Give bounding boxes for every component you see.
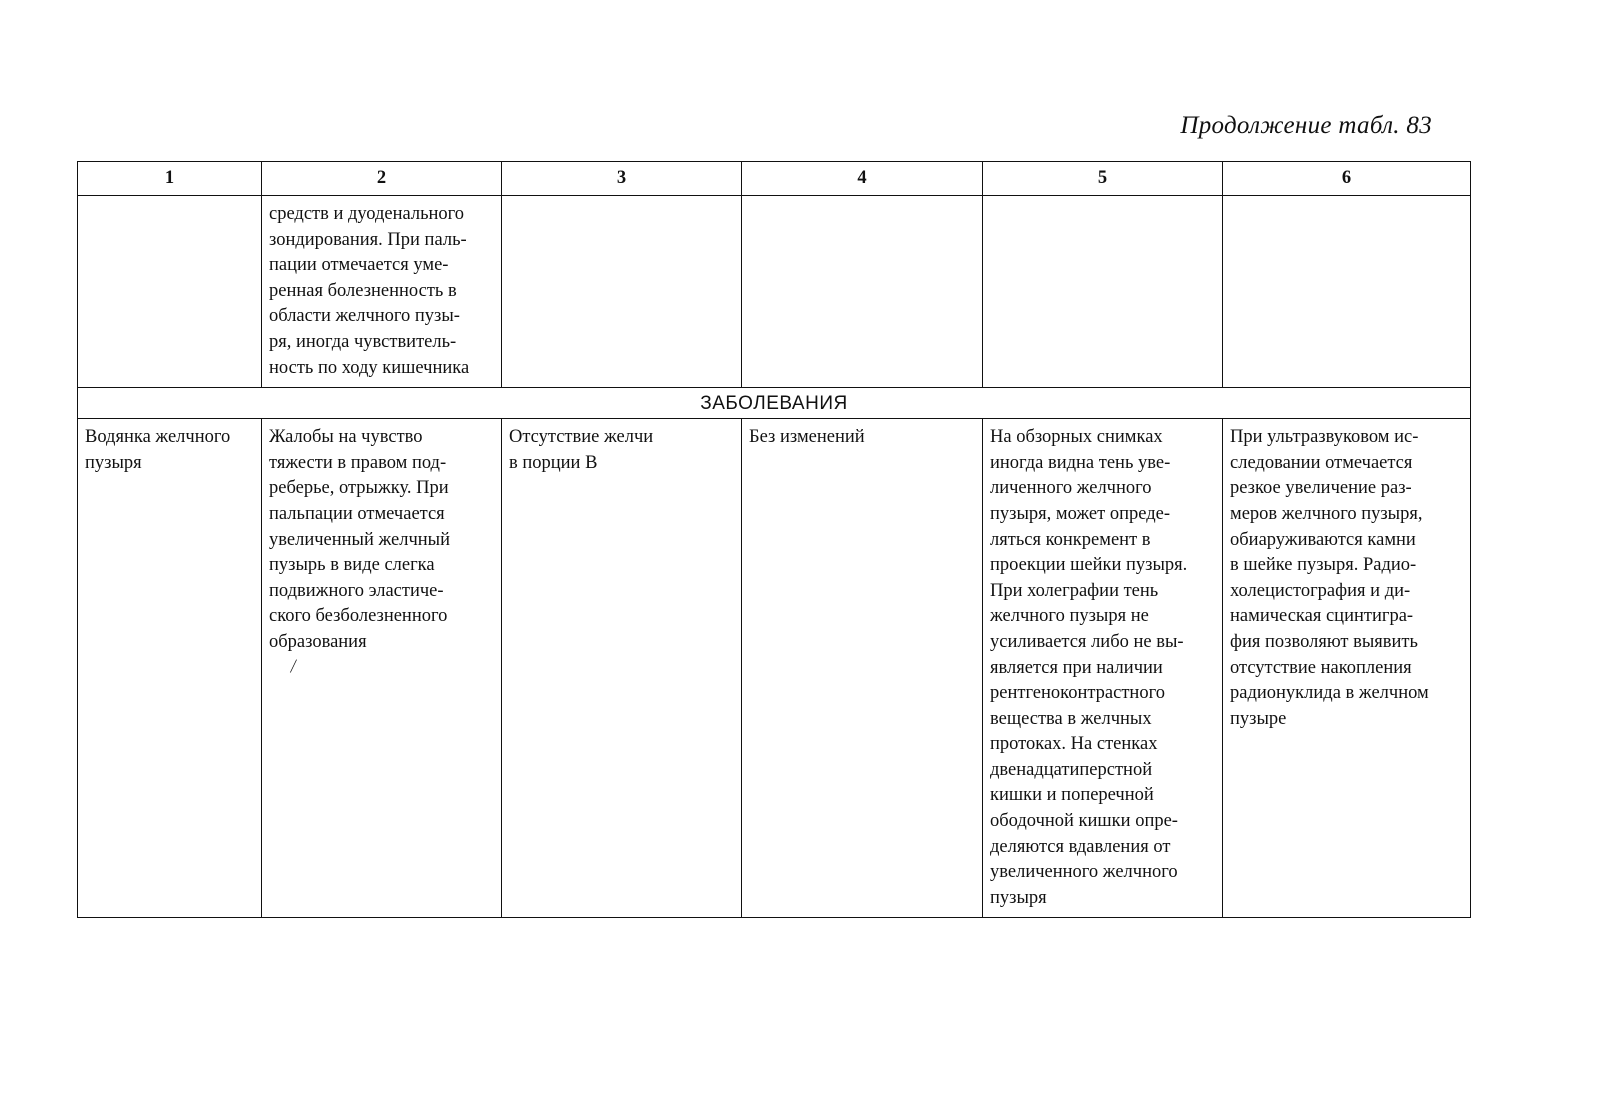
findings-table xyxy=(77,161,1471,918)
section-row xyxy=(78,388,1471,419)
table-caption: Продолжение табл. 83 xyxy=(1180,112,1432,139)
table-cell: средств и дуоденального зондирования. При паль- пации отмечается уме- ренная болезненность в области желчного пузы- ря, иногда чувствитель- ность по ходу кишечника xyxy=(262,196,502,388)
column-number-row xyxy=(78,162,1471,196)
column-header-1: 1 xyxy=(78,162,262,196)
table-cell xyxy=(78,196,262,388)
ultrasound-findings-cell: При ультразвуковом ис- следовании отмечается резкое увеличение раз- меров желчного пузыря, обиаруживаются камни в шейке пузыря. Радио- холецистография и ди- намическая сцинтигра- фия позволяют выявить отсутствие накопления радионуклида в желчном пузыре xyxy=(1223,419,1471,918)
table-cell xyxy=(1223,196,1471,388)
clinical-findings-cell: Жалобы на чувство тяжести в правом под- реберье, отрыжку. При пальпации отмечается увеличенный желчный пузырь в виде слегка подвижного эластиче- ского безболезненного образования xyxy=(262,419,502,918)
column-header-3: 3 xyxy=(502,162,742,196)
section-heading: ЗАБОЛЕВАНИЯ xyxy=(78,388,1471,419)
table-cell: Отсутствие желчи в порции В xyxy=(502,419,742,918)
column-header-4: 4 xyxy=(742,162,983,196)
column-header-2: 2 xyxy=(262,162,502,196)
table-row-continued xyxy=(78,196,1471,388)
table-cell xyxy=(742,196,983,388)
column-header-5: 5 xyxy=(983,162,1223,196)
disease-name-cell: Водянка желчного пузыря xyxy=(78,419,262,918)
table-row-disease xyxy=(78,419,1471,918)
table-cell xyxy=(502,196,742,388)
table-cell: Без изменений xyxy=(742,419,983,918)
table-cell xyxy=(983,196,1223,388)
stray-pen-mark: ⁄ xyxy=(290,655,297,677)
xray-findings-cell: На обзорных снимках иногда видна тень уве- личенного желчного пузыря, может опреде- ляться конкремент в проекции шейки пузыря. При холеграфии тень желчного пузыря не усиливается либо не вы- является при наличии рентгеноконтрастного вещества в желчных протоках. На стенках двенадцатиперстной кишки и поперечной ободочной кишки опре- деляются вдавления от увеличенного желчного пузыря xyxy=(983,419,1223,918)
column-header-6: 6 xyxy=(1223,162,1471,196)
